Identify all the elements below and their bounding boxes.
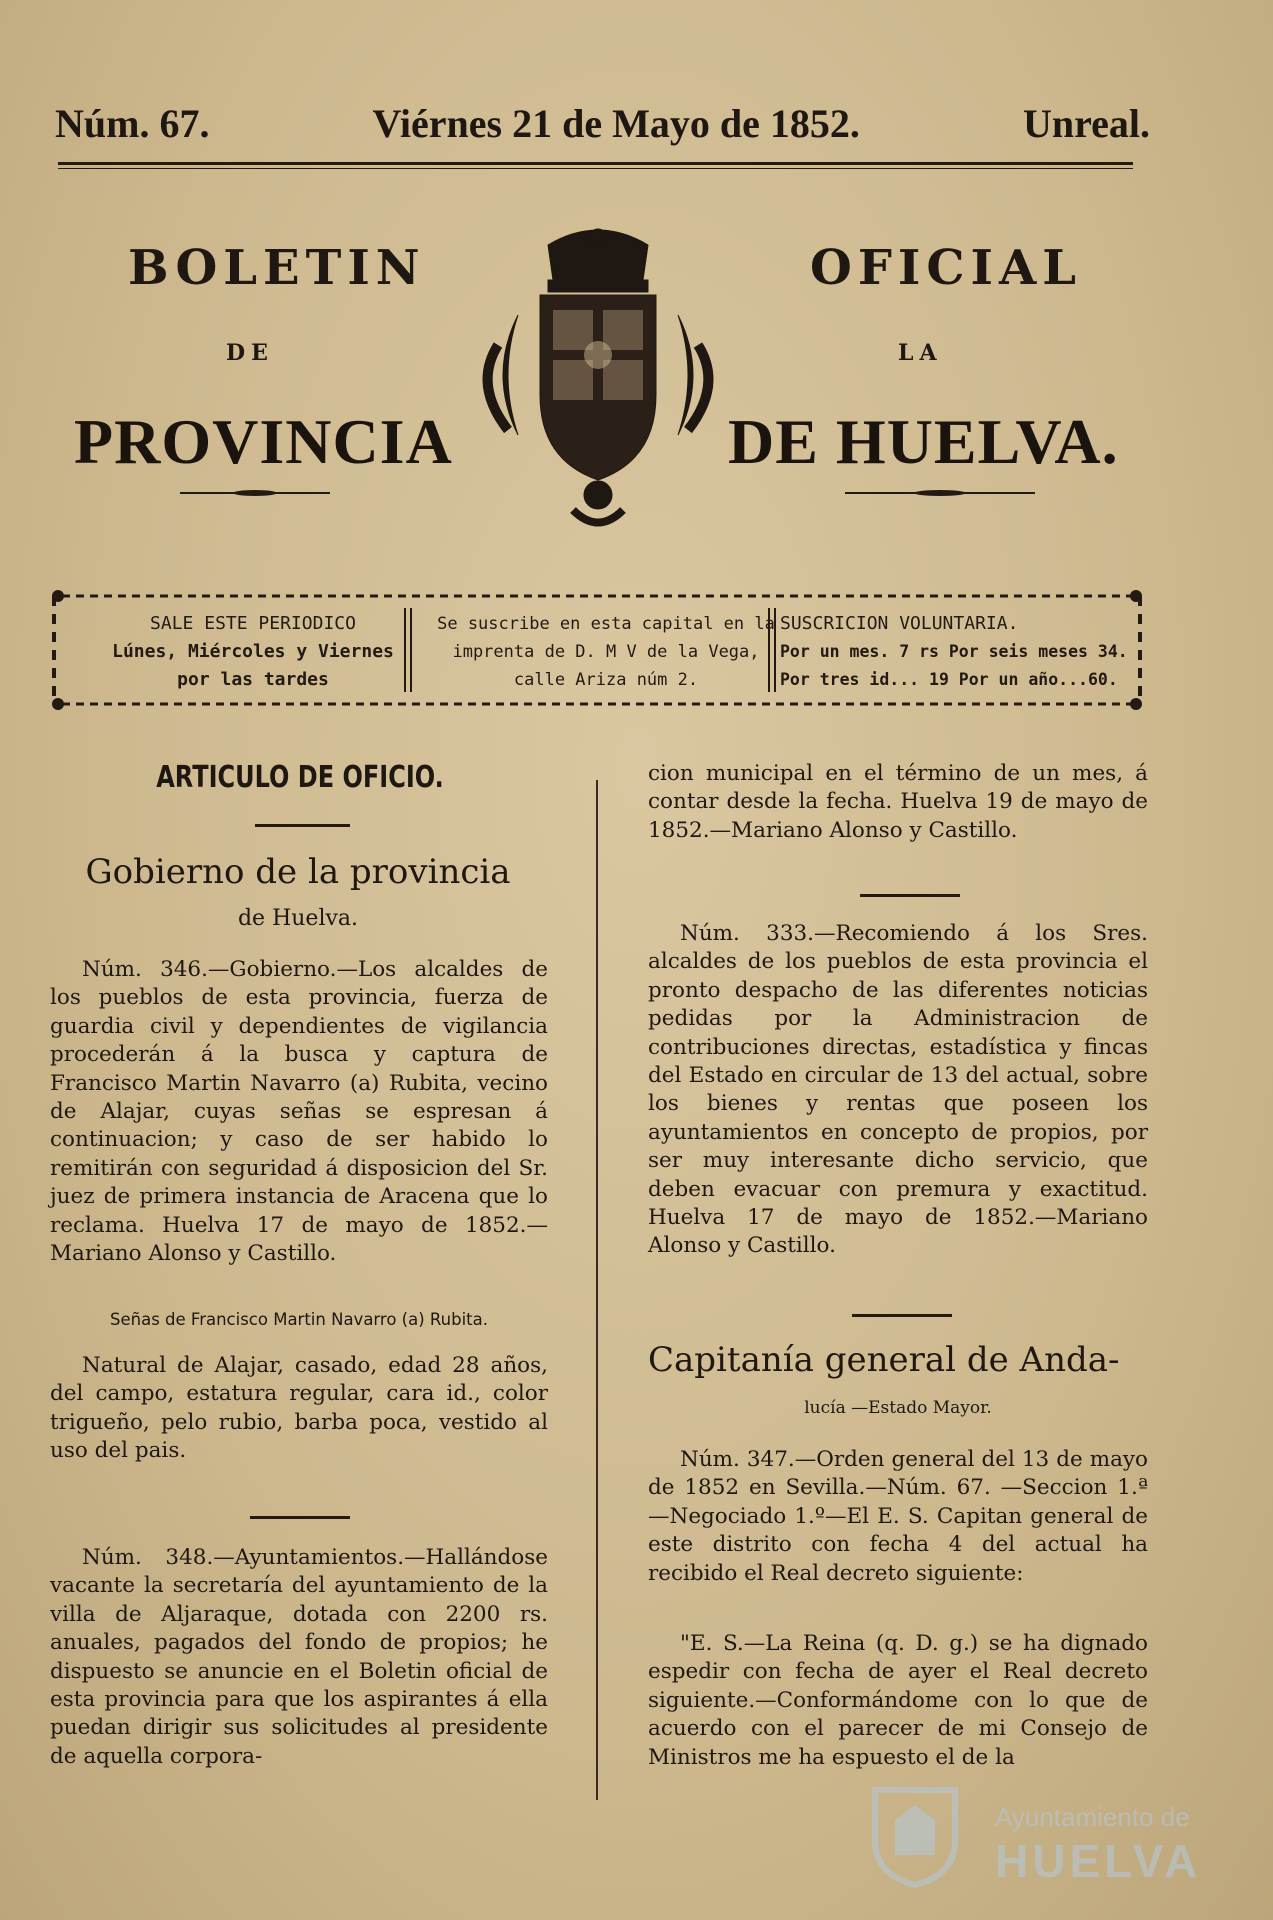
- top-rule: [58, 162, 1133, 169]
- heading-articulo-oficio: ARTICULO DE OFICIO.: [156, 760, 444, 795]
- info-col-schedule: [68, 610, 438, 694]
- title-oficial: OFICIAL: [810, 240, 1082, 296]
- article-333: [648, 920, 1148, 1261]
- info-line: Por tres id... 19 Por un año...60.: [780, 670, 1118, 689]
- title-de: DE: [226, 340, 274, 366]
- column-divider: [596, 780, 598, 1800]
- article-347: [648, 1446, 1148, 1588]
- gov-title: Gobierno de la provincia: [85, 852, 511, 892]
- info-line: imprenta de D. M V de la Vega,: [452, 642, 760, 662]
- capitania-subtitle: lucía —Estado Mayor.: [804, 1398, 992, 1418]
- masthead-top: [55, 98, 1150, 148]
- info-line: Lúnes, Miércoles y Viernes: [112, 641, 394, 662]
- issue-price: Unreal.: [1022, 100, 1150, 146]
- info-divider: [768, 608, 776, 692]
- subscription-box: [48, 584, 1146, 716]
- info-line: SALE ESTE PERIODICO: [150, 613, 356, 634]
- short-rule: [860, 894, 960, 897]
- senas-text: [50, 1352, 548, 1466]
- royal-crest-icon: [478, 225, 718, 535]
- watermark-line1: Ayuntamiento de: [995, 1802, 1190, 1832]
- short-rule: [250, 1516, 350, 1519]
- ayuntamiento-watermark: [860, 1780, 1200, 1890]
- royal-decree: [648, 1630, 1148, 1772]
- ornament-right: [845, 490, 1035, 496]
- city-shield-icon: [860, 1780, 970, 1890]
- info-col-subscribe: [416, 610, 796, 694]
- title-la: LA: [898, 340, 943, 366]
- paragraph: Núm. 347.—Orden general del 13 de mayo de 1852 en Sevilla.—Núm. 67. —Seccion 1.ª—Negociado 1.º—El E. S. Capitan general de este distrito con fecha 4 del actual ha recibido el Real decreto siguiente:: [648, 1447, 1148, 1586]
- paragraph: cion municipal en el término de un mes, á contar desde la fecha. Huelva 19 de mayo de 1852.—Mariano Alonso y Castillo.: [648, 761, 1148, 843]
- paragraph: Núm. 346.—Gobierno.—Los alcaldes de los pueblos de esta provincia, fuerza de guardia civil y dependientes de vigilancia procederán á la busca y captura de Francisco Martin Navarro (a) Rubita, vecino de Alajar, cuyas señas se espresan á continuacion; y caso de ser habido lo remitirán con seguridad á disposicion del Sr. juez de primera instancia de Aracena que lo reclama. Huelva 17 de mayo de 1852.—Mariano Alonso y Castillo.: [50, 957, 548, 1267]
- capitania-title: Capitanía general de Anda-: [648, 1340, 1120, 1380]
- title-provincia: PROVINCIA: [74, 406, 453, 477]
- article-continuation: [648, 760, 1148, 845]
- info-line: SUSCRICION VOLUNTARIA.: [780, 613, 1019, 634]
- short-rule: [255, 824, 350, 827]
- paragraph: Núm. 348.—Ayuntamientos.—Hallándose vacante la secretaría del ayuntamiento de la villa de Aljaraque, dotada con 2200 rs. anuales, pagados del fondo de propios; he dispuesto se anuncie en el Boletin oficial de esta provincia para que los aspirantes á ella puedan dirigir sus solicitudes al presidente de aquella corpora-: [50, 1545, 548, 1769]
- senas-title: Señas de Francisco Martin Navarro (a) Rubita.: [110, 1310, 488, 1329]
- info-line: Por un mes. 7 rs Por seis meses 34.: [780, 642, 1128, 661]
- title-huelva: DE HUELVA.: [728, 406, 1119, 477]
- short-rule: [852, 1314, 952, 1317]
- paragraph: Núm. 333.—Recomiendo á los Sres. alcaldes de los pueblos de esta provincia el pronto despacho de las diferentes noticias pedidas por la Administracion de contribuciones directas, estadística y fincas del Estado en circular de 13 del actual, sobre los bienes y rentas que poseen los ayuntamientos en concepto de propios, por ser muy interesante dicho servicio, que deben evacuar con premura y exactitud. Huelva 17 de mayo de 1852.—Mariano Alonso y Castillo.: [648, 921, 1148, 1259]
- issue-number: Núm. 67.: [55, 100, 210, 146]
- article-348: [50, 1544, 548, 1771]
- paragraph: Natural de Alajar, casado, edad 28 años, del campo, estatura regular, cara id., color trigueño, pelo rubio, barba poca, vestido al uso del pais.: [50, 1353, 548, 1464]
- ornament-left: [180, 490, 330, 496]
- info-line: calle Ariza núm 2.: [513, 670, 699, 690]
- issue-date: Viérnes 21 de Mayo de 1852.: [372, 100, 860, 146]
- info-divider: [404, 608, 412, 692]
- gov-subtitle: de Huelva.: [237, 906, 359, 931]
- info-line: Se suscribe en esta capital en la: [437, 614, 775, 634]
- watermark-line2: HUELVA: [995, 1835, 1202, 1887]
- paragraph: "E. S.—La Reina (q. D. g.) se ha dignado espedir con fecha de ayer el Real decreto siguiente.—Conformándome con lo que de acuerdo con el parecer de mi Consejo de Ministros me ha espuesto el de la: [648, 1631, 1148, 1770]
- title-boletin: BOLETIN: [128, 240, 426, 296]
- info-col-prices: [780, 610, 1130, 694]
- article-346: [50, 956, 548, 1268]
- info-line: por las tardes: [177, 669, 329, 690]
